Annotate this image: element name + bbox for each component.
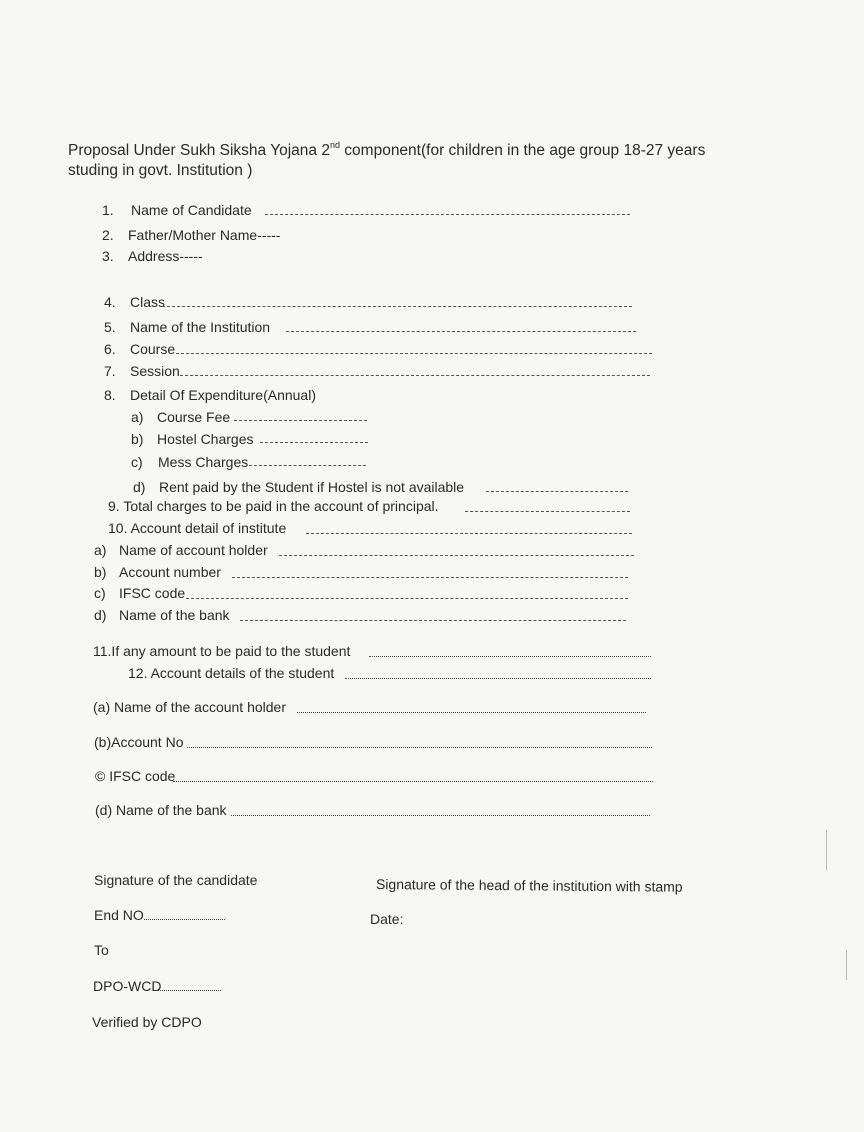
institute-account-number: b) Account number	[94, 564, 221, 580]
institute-account-holder: a) Name of account holder	[94, 542, 268, 558]
dpo-wcd-field[interactable]	[158, 990, 221, 991]
item-course: 6. Course	[104, 341, 176, 357]
class-field[interactable]	[162, 306, 632, 307]
hostel-charges-field[interactable]	[260, 442, 368, 443]
item-parent-name: 2. Father/Mother Name-----	[102, 227, 281, 243]
student-bank-field[interactable]	[231, 815, 650, 816]
institute-account-field[interactable]	[306, 533, 632, 534]
candidate-name-field[interactable]	[265, 214, 630, 215]
item-candidate-name: 1. Name of Candidate	[102, 202, 252, 218]
item-institute-account: 10. Account detail of institute	[108, 520, 287, 536]
item-student-account: 12. Account details of the student	[128, 665, 335, 681]
student-account-holder-field[interactable]	[297, 712, 646, 713]
item-total-charges: 9. Total charges to be paid in the account of principal.	[108, 498, 439, 514]
expenditure-mess: c) Mess Charges	[131, 454, 249, 470]
institute-bank-name: d) Name of the bank	[94, 607, 230, 623]
institute-bank-field[interactable]	[240, 620, 626, 621]
student-account-field[interactable]	[345, 678, 651, 679]
rent-field[interactable]	[486, 491, 628, 492]
page-edge-mark	[846, 950, 847, 980]
verified-label: Verified by CDPO	[92, 1014, 202, 1030]
course-fee-field[interactable]	[234, 420, 367, 421]
student-account-holder: (a) Name of the account holder	[93, 699, 286, 715]
item-institution: 5. Name of the Institution	[104, 319, 271, 335]
item-address: 3. Address-----	[102, 248, 203, 264]
student-bank-name: (d) Name of the bank	[95, 802, 227, 818]
institute-account-number-field[interactable]	[232, 577, 628, 578]
end-no-label: End NO	[94, 907, 144, 923]
institute-account-holder-field[interactable]	[279, 555, 634, 556]
page-edge-mark	[826, 830, 827, 870]
to-label: To	[94, 942, 109, 958]
item-session: 7. Session	[104, 363, 180, 379]
form-subtitle: studing in govt. Institution )	[68, 162, 253, 179]
head-signature-label: Signature of the head of the institution with stamp	[375, 876, 683, 895]
expenditure-course-fee: a) Course Fee	[131, 409, 231, 425]
student-ifsc: © IFSC code	[95, 768, 176, 784]
expenditure-rent: d) Rent paid by the Student if Hostel is not available	[133, 479, 465, 495]
student-account-number-field[interactable]	[187, 747, 652, 748]
item-class: 4. Class	[104, 294, 166, 310]
end-no-field[interactable]	[144, 919, 225, 920]
student-ifsc-field[interactable]	[173, 781, 653, 782]
item-student-payment: 11.If any amount to be paid to the student	[93, 643, 351, 659]
student-account-number: (b)Account No	[94, 734, 184, 750]
expenditure-hostel: b) Hostel Charges	[131, 431, 254, 447]
mess-charges-field[interactable]	[249, 465, 366, 466]
student-payment-field[interactable]	[369, 656, 651, 657]
form-title: Proposal Under Sukh Siksha Yojana 2nd component(for children in the age group 18-27 years	[68, 140, 706, 159]
institute-ifsc-field[interactable]	[186, 598, 628, 599]
dpo-wcd-label: DPO-WCD	[93, 978, 162, 994]
course-field[interactable]	[176, 353, 652, 354]
total-charges-field[interactable]	[465, 511, 630, 512]
institution-field[interactable]	[286, 331, 636, 332]
item-expenditure: 8. Detail Of Expenditure(Annual)	[104, 387, 316, 403]
date-label: Date:	[370, 911, 404, 927]
institute-ifsc: c) IFSC code	[94, 585, 186, 601]
candidate-signature-label: Signature of the candidate	[94, 872, 258, 888]
session-field[interactable]	[180, 375, 650, 376]
